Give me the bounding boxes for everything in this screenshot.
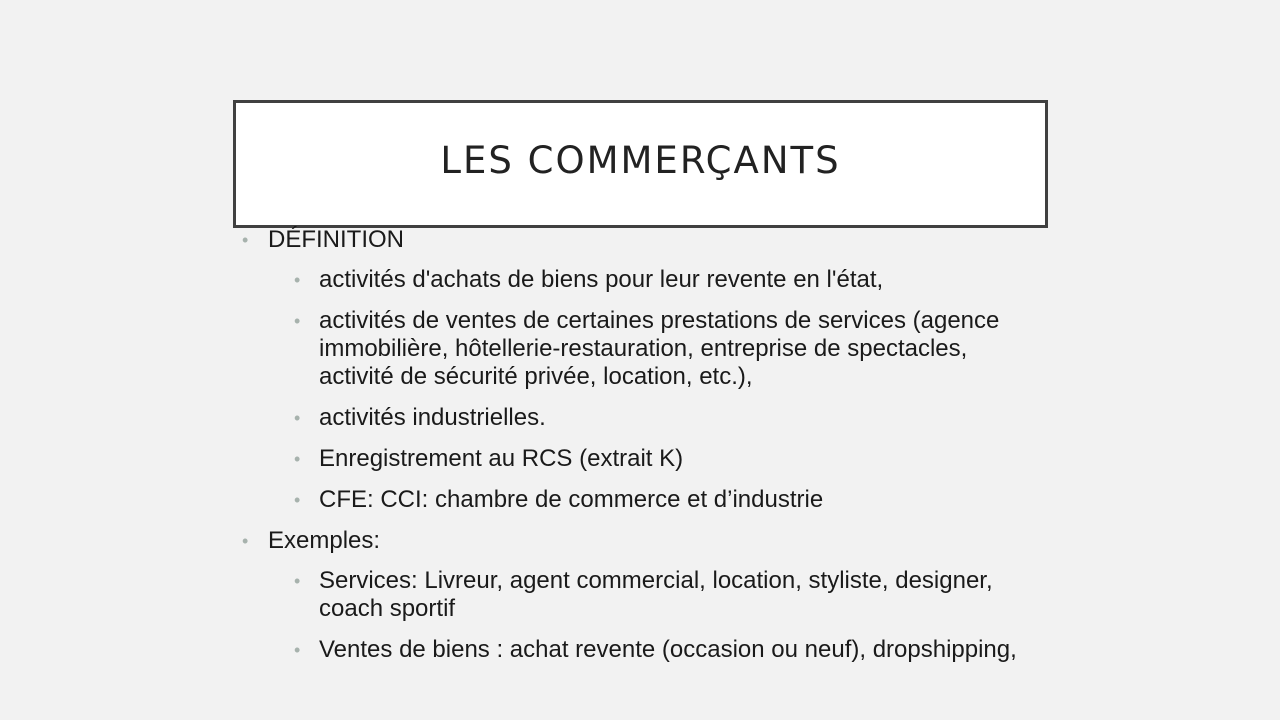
sub-list bbox=[268, 266, 1040, 514]
title-box bbox=[233, 100, 1048, 228]
list-item bbox=[268, 567, 1040, 623]
list-item bbox=[268, 486, 1040, 514]
bullet-icon: • bbox=[294, 311, 301, 331]
section-definition bbox=[240, 226, 1040, 514]
list-item-text: activités d'achats de biens pour leur revente en l'état, bbox=[319, 266, 884, 293]
slide-title: LES COMMERÇANTS bbox=[440, 138, 841, 182]
bullet-icon: • bbox=[242, 230, 249, 250]
list-item-text: CFE: CCI: chambre de commerce et d’industrie bbox=[319, 486, 824, 513]
slide-content bbox=[240, 226, 1040, 677]
list-item-text: activités de ventes de certaines prestations de services (agence immobilière, hôtellerie-restauration, entreprise de spectacles, activité de sécurité privée, location, etc.), bbox=[319, 307, 1000, 390]
bullet-icon: • bbox=[294, 490, 301, 510]
bullet-icon: • bbox=[294, 449, 301, 469]
list-item-text: Enregistrement au RCS (extrait K) bbox=[319, 445, 684, 472]
bullet-icon: • bbox=[294, 640, 301, 660]
list-item-text: Services: Livreur, agent commercial, location, styliste, designer, coach sportif bbox=[319, 567, 993, 622]
list-item bbox=[268, 307, 1040, 391]
bullet-list bbox=[240, 226, 1040, 664]
list-item bbox=[268, 404, 1040, 432]
section-label: DÉFINITION bbox=[268, 226, 404, 253]
bullet-icon: • bbox=[294, 571, 301, 591]
list-item bbox=[268, 445, 1040, 473]
bullet-icon: • bbox=[294, 408, 301, 428]
bullet-icon: • bbox=[242, 531, 249, 551]
section-examples bbox=[240, 527, 1040, 664]
list-item bbox=[268, 636, 1040, 664]
section-label: Exemples: bbox=[268, 527, 381, 554]
list-item-text: activités industrielles. bbox=[319, 404, 546, 431]
bullet-icon: • bbox=[294, 270, 301, 290]
list-item bbox=[268, 266, 1040, 294]
list-item-text: Ventes de biens : achat revente (occasion ou neuf), dropshipping, bbox=[319, 636, 1017, 663]
sub-list bbox=[268, 567, 1040, 664]
